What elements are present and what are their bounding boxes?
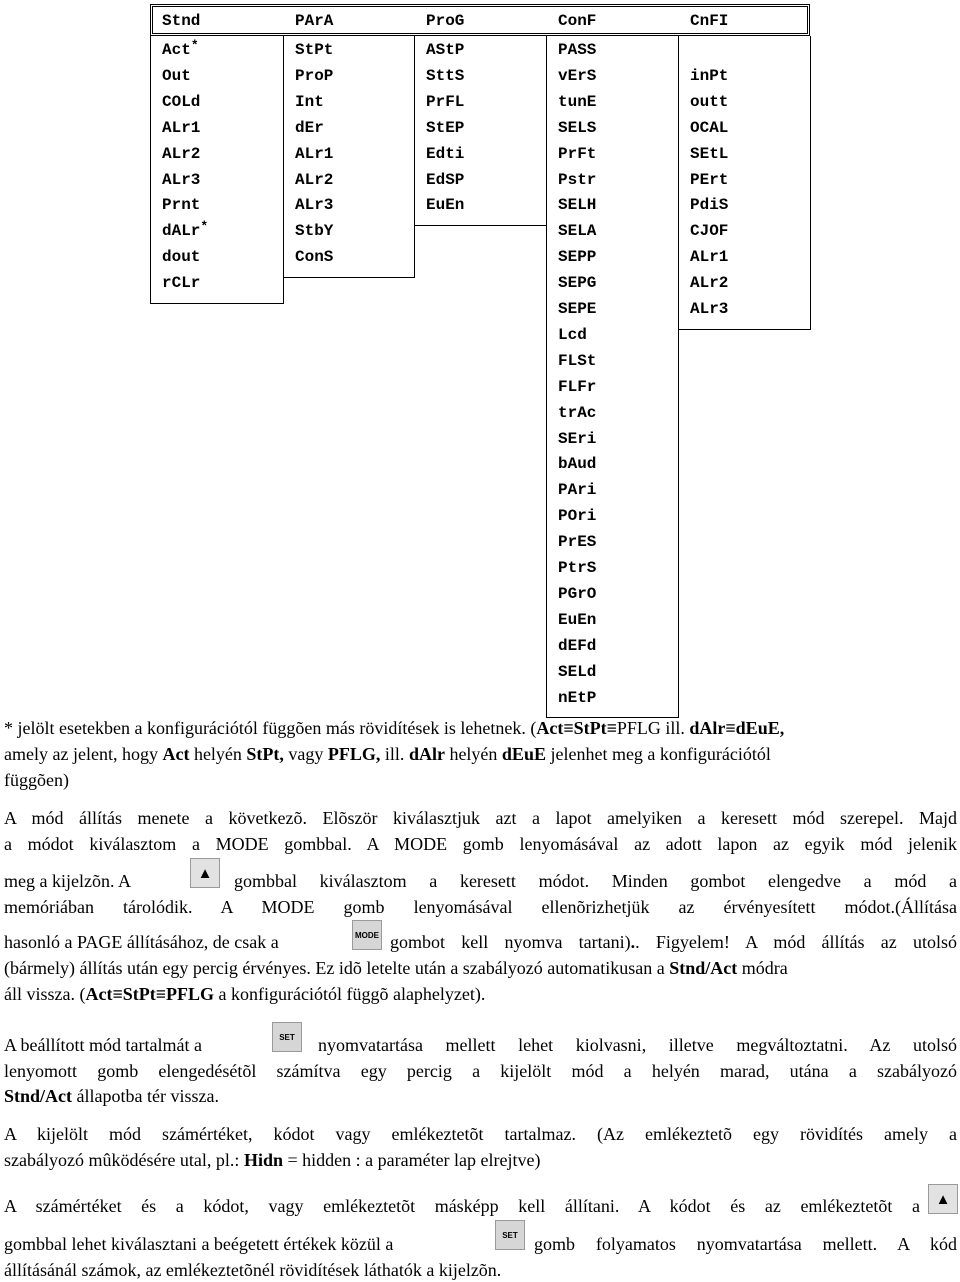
menu-item: CJOF [690,222,729,240]
p1-line-3b: gombbal kiválasztom a keresett módot. Minden gombot elengedve a mód a [234,871,957,891]
p4-line-1: A számértéket és a kódot, vagy emlékeztetõt másképp kell állítani. A kódot és az emlékeztetõt a [4,1196,920,1216]
asterisk-mark: * [200,219,209,234]
menu-item: ALr2 [690,274,729,292]
menu-item: PdiS [690,196,729,214]
menu-item: PAri [558,481,597,499]
menu-item: COLd [162,93,201,111]
p1-line-1: A mód állítás menete a következõ. Elõször kiválasztjuk azt a lapot amelyiken a keresett mód szerepel. Majd [4,808,957,828]
menu-item: dout [162,248,201,266]
menu-item: ALr2 [162,145,201,163]
menu-item: trAc [558,404,597,422]
menu-item: EuEn [426,196,465,214]
p1-line-6: (bármely) állítás után egy percig érvényes. Ez idõ letelte után a szabályozó automatikusan a Stnd/Act módra [4,958,788,978]
menu-item: dALr* [162,219,209,240]
menu-item: Pstr [558,171,597,189]
menu-item: ALr1 [690,248,729,266]
menu-item: dEr [295,119,324,137]
menu-item: FLSt [558,352,597,370]
p1-line-3a: meg a kijelzõn. A [4,871,131,891]
menu-item: PrES [558,533,597,551]
up-arrow-key-icon: ▲ [928,1184,958,1214]
menu-header-prog: ProG [426,12,465,30]
equiv-symbol: ≡ [563,718,574,738]
menu-item: vErS [558,67,597,85]
menu-item: SttS [426,67,465,85]
p4-line-3: állításánál számok, az emlékeztetõnél rövidítések láthatók a kijelzõn. [4,1260,502,1280]
p2-line-1a: A beállított mód tartalmát a [4,1035,202,1055]
menu-header-row [150,4,810,36]
menu-item: bAud [558,455,597,473]
p3-line-1: A kijelölt mód számértéket, kódot vagy emlékeztetõt tartalmaz. (Az emlékeztetõ egy rövidítés amely a [4,1124,957,1144]
menu-header-para: PArA [295,12,334,30]
menu-item: PErt [690,171,729,189]
menu-item: ALr3 [162,171,201,189]
up-arrow-key-icon: ▲ [190,858,220,888]
menu-item: Prnt [162,196,201,214]
menu-item: SELd [558,663,597,681]
note-line-1: * jelölt esetekben a konfigurációtól függõen más rövidítések is lehetnek. (Act≡StPt≡PFLG ill. dAlr≡dEuE, [4,718,785,738]
mode-key-icon: MODE [352,920,382,950]
menu-item: SELS [558,119,597,137]
menu-item: PtrS [558,559,597,577]
menu-item: ProP [295,67,334,85]
p1-line-2: a módot kiválasztom a MODE gombbal. A MODE gomb lenyomásával az adott lapon az egyik mód jelenik [4,834,957,854]
equiv-symbol: ≡ [606,718,617,738]
menu-item: SEtL [690,145,729,163]
equiv-symbol: ≡ [725,718,736,738]
menu-item: SEPP [558,248,597,266]
menu-item: Out [162,67,191,85]
menu-column-para [283,36,415,278]
menu-item: AStP [426,41,465,59]
menu-column-stnd [150,36,284,304]
menu-item: StbY [295,222,334,240]
menu-item: PrFL [426,93,465,111]
p1-line-4: memóriában tárolódik. A MODE gomb lenyomásával ellenõrizhetjük az érvényesített módot.(Állítása [4,897,957,917]
menu-column-conf [546,36,679,718]
menu-item: StPt [295,41,334,59]
note-line-2: amely az jelent, hogy Act helyén StPt, vagy PFLG, ill. dAlr helyén dEuE jelenhet meg a konfigurációtól [4,744,771,764]
menu-item: inPt [690,67,729,85]
menu-item: EdSP [426,171,465,189]
menu-item: FLFr [558,378,597,396]
menu-column-cnfi [678,36,811,330]
menu-item: PASS [558,41,597,59]
menu-item: ALr3 [690,300,729,318]
menu-header-conf: ConF [558,12,597,30]
p1-line-7: áll vissza. (Act≡StPt≡PFLG a konfigurációtól függõ alaphelyzet). [4,984,486,1004]
p1-line-5b: gombot kell nyomva tartani).. Figyelem! A mód állítás az utolsó [390,932,957,952]
menu-item: OCAL [690,119,729,137]
menu-item: SEPG [558,274,597,292]
p1-line-5a: hasonló a PAGE állításához, de csak a [4,932,279,952]
menu-item: SEPE [558,300,597,318]
menu-item: PrFt [558,145,597,163]
menu-header-cnfi: CnFI [690,12,729,30]
menu-item: EuEn [558,611,597,629]
menu-item: Int [295,93,324,111]
p2-line-3: Stnd/Act állapotba tér vissza. [4,1086,219,1106]
menu-item: SELH [558,196,597,214]
menu-item: StEP [426,119,465,137]
set-key-icon: SET [272,1022,302,1052]
menu-header-stnd: Stnd [162,12,201,30]
p2-line-1b: nyomvatartása mellett lehet kiolvasni, illetve megváltoztatni. Az utolsó [318,1035,957,1055]
menu-item: tunE [558,93,597,111]
menu-item: rCLr [162,274,201,292]
menu-item: dEFd [558,637,597,655]
menu-item: POri [558,507,597,525]
menu-item: Act* [162,38,199,59]
menu-item: outt [690,93,729,111]
menu-item: PGrO [558,585,597,603]
set-key-icon: SET [495,1220,525,1250]
menu-column-prog [414,36,547,226]
p3-line-2: szabályozó mûködésére utal, pl.: Hidn = hidden : a paraméter lap elrejtve) [4,1150,541,1170]
asterisk-mark: * [190,38,199,53]
menu-item: ALr2 [295,171,334,189]
menu-item: ConS [295,248,334,266]
menu-item: ALr1 [162,119,201,137]
menu-item: ALr3 [295,196,334,214]
menu-item: nEtP [558,689,597,707]
menu-item: Lcd [558,326,587,344]
menu-item: SEri [558,430,597,448]
p2-line-2: lenyomott gomb elengedésétõl számítva egy percig a kijelölt mód a helyén marad, utána a szabályozó [4,1061,957,1081]
p4-line-2b: gomb folyamatos nyomvatartása mellett. A kód [534,1234,957,1254]
note-line-3: függõen) [4,770,69,790]
menu-item: Edti [426,145,465,163]
menu-item: SELA [558,222,597,240]
menu-item: ALr1 [295,145,334,163]
p4-line-2a: gombbal lehet kiválasztani a beégetett értékek közül a [4,1234,394,1254]
